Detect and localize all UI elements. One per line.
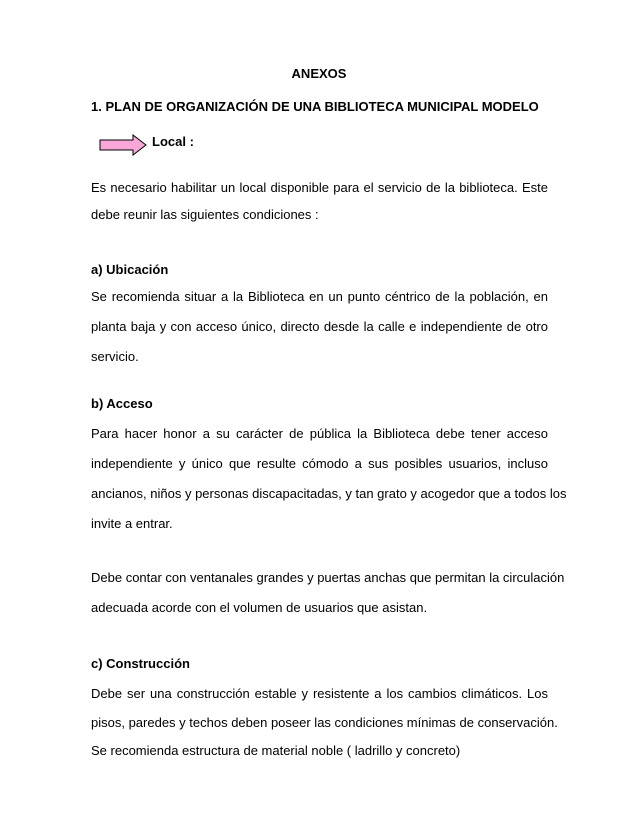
intro-line-1: Es necesario habilitar un local disponible para el servicio de la biblioteca. Este [91, 180, 548, 195]
acceso-heading: b) Acceso [91, 396, 153, 411]
construccion-line-1: Debe ser una construcción estable y resistente a los cambios climáticos. Los [91, 686, 548, 701]
acceso-line-4: invite a entrar. [91, 516, 173, 531]
acceso-line-2: independiente y único que resulte cómodo a sus posibles usuarios, incluso [91, 456, 548, 471]
local-label: Local : [152, 134, 194, 149]
ubicacion-line-3: servicio. [91, 349, 139, 364]
acceso-p2-line-2: adecuada acorde con el volumen de usuarios que asistan. [91, 600, 428, 615]
construccion-line-3: Se recomienda estructura de material noble ( ladrillo y concreto) [91, 743, 461, 758]
construccion-heading: c) Construcción [91, 656, 190, 671]
acceso-p2-line-1: Debe contar con ventanales grandes y puertas anchas que permitan la circulación [91, 570, 565, 585]
acceso-line-3: ancianos, niños y personas discapacitadas, y tan grato y acogedor que a todos los [91, 486, 567, 501]
acceso-line-1: Para hacer honor a su carácter de pública la Biblioteca debe tener acceso [91, 426, 548, 441]
ubicacion-line-1: Se recomienda situar a la Biblioteca en un punto céntrico de la población, en [91, 289, 548, 304]
section-heading: 1. PLAN DE ORGANIZACIÓN DE UNA BIBLIOTECA MUNICIPAL MODELO [91, 99, 539, 114]
intro-line-2: debe reunir las siguientes condiciones : [91, 207, 319, 222]
ubicacion-line-2: planta baja y con acceso único, directo desde la calle e independiente de otro [91, 319, 548, 334]
construccion-line-2: pisos, paredes y techos deben poseer las condiciones mínimas de conservación. [91, 715, 558, 730]
right-arrow-icon [99, 134, 147, 156]
ubicacion-heading: a) Ubicación [91, 262, 169, 277]
page-title: ANEXOS [291, 66, 347, 81]
